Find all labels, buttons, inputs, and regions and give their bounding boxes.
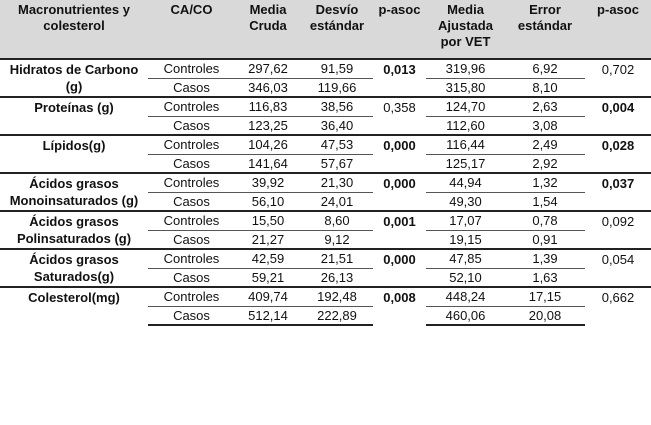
p-asoc-2-cell: 0,028: [585, 135, 651, 173]
error-cell: 1,39: [505, 249, 585, 268]
desvio-cell: 24,01: [301, 192, 373, 211]
group-label: Controles: [148, 287, 235, 306]
media-cruda-cell: 409,74: [235, 287, 301, 306]
desvio-cell: 36,40: [301, 116, 373, 135]
media-ajustada-cell: 125,17: [426, 154, 505, 173]
desvio-cell: 26,13: [301, 268, 373, 287]
error-cell: 1,63: [505, 268, 585, 287]
group-label: Controles: [148, 249, 235, 268]
media-cruda-cell: 123,25: [235, 116, 301, 135]
error-cell: 1,54: [505, 192, 585, 211]
media-ajustada-cell: 116,44: [426, 135, 505, 154]
media-cruda-cell: 104,26: [235, 135, 301, 154]
error-cell: 1,32: [505, 173, 585, 192]
error-cell: 2,49: [505, 135, 585, 154]
p-asoc-2-cell: 0,004: [585, 97, 651, 135]
table-row: [0, 211, 651, 230]
error-cell: 17,15: [505, 287, 585, 306]
media-ajustada-cell: 52,10: [426, 268, 505, 287]
group-label: Controles: [148, 97, 235, 116]
group-label: Casos: [148, 268, 235, 287]
table-row: [0, 249, 651, 268]
media-cruda-cell: 141,64: [235, 154, 301, 173]
desvio-cell: 38,56: [301, 97, 373, 116]
nutrient-name: Hidratos de Carbono (g): [0, 59, 148, 97]
error-cell: 20,08: [505, 306, 585, 325]
nutrient-name: Ácidos grasos Saturados(g): [0, 249, 148, 287]
group-label: Casos: [148, 230, 235, 249]
desvio-cell: 91,59: [301, 59, 373, 78]
header-nutrient: Macronutrientes y colesterol: [0, 0, 148, 59]
group-label: Controles: [148, 135, 235, 154]
p-asoc-2-cell: 0,054: [585, 249, 651, 287]
p-asoc-1-cell: 0,000: [373, 135, 426, 173]
header-media-cruda: Media Cruda: [235, 0, 301, 59]
group-label: Casos: [148, 192, 235, 211]
header-media-ajustada: Media Ajustada por VET: [426, 0, 505, 59]
media-ajustada-cell: 44,94: [426, 173, 505, 192]
media-ajustada-cell: 124,70: [426, 97, 505, 116]
table-row: [0, 287, 651, 306]
media-ajustada-cell: 47,85: [426, 249, 505, 268]
table-row: [0, 135, 651, 154]
media-ajustada-cell: 319,96: [426, 59, 505, 78]
error-cell: 8,10: [505, 78, 585, 97]
p-asoc-1-cell: 0,013: [373, 59, 426, 97]
group-label: Casos: [148, 306, 235, 325]
nutrient-name: Ácidos grasos Monoinsaturados (g): [0, 173, 148, 211]
error-cell: 3,08: [505, 116, 585, 135]
desvio-cell: 8,60: [301, 211, 373, 230]
media-ajustada-cell: 315,80: [426, 78, 505, 97]
group-label: Casos: [148, 154, 235, 173]
error-cell: 0,91: [505, 230, 585, 249]
media-ajustada-cell: 448,24: [426, 287, 505, 306]
header-ca-co: CA/CO: [148, 0, 235, 59]
media-cruda-cell: 346,03: [235, 78, 301, 97]
media-cruda-cell: 59,21: [235, 268, 301, 287]
media-cruda-cell: 21,27: [235, 230, 301, 249]
p-asoc-2-cell: 0,662: [585, 287, 651, 325]
table-row: [0, 173, 651, 192]
table-row: [0, 59, 651, 78]
desvio-cell: 57,67: [301, 154, 373, 173]
p-asoc-1-cell: 0,000: [373, 249, 426, 287]
error-cell: 6,92: [505, 59, 585, 78]
p-asoc-2-cell: 0,037: [585, 173, 651, 211]
media-cruda-cell: 56,10: [235, 192, 301, 211]
desvio-cell: 21,30: [301, 173, 373, 192]
nutrient-name: Ácidos grasos Polinsaturados (g): [0, 211, 148, 249]
media-cruda-cell: 297,62: [235, 59, 301, 78]
desvio-cell: 9,12: [301, 230, 373, 249]
group-label: Casos: [148, 78, 235, 97]
desvio-cell: 47,53: [301, 135, 373, 154]
group-label: Controles: [148, 173, 235, 192]
p-asoc-2-cell: 0,702: [585, 59, 651, 97]
table-row: [0, 97, 651, 116]
p-asoc-1-cell: 0,008: [373, 287, 426, 325]
header-desvio: Desvío estándar: [301, 0, 373, 59]
p-asoc-1-cell: 0,358: [373, 97, 426, 135]
media-ajustada-cell: 460,06: [426, 306, 505, 325]
nutrient-name: Proteínas (g): [0, 97, 148, 135]
nutrient-name: Lípidos(g): [0, 135, 148, 173]
media-cruda-cell: 116,83: [235, 97, 301, 116]
group-label: Controles: [148, 211, 235, 230]
media-cruda-cell: 512,14: [235, 306, 301, 325]
desvio-cell: 222,89: [301, 306, 373, 325]
group-label: Controles: [148, 59, 235, 78]
desvio-cell: 192,48: [301, 287, 373, 306]
media-cruda-cell: 42,59: [235, 249, 301, 268]
media-ajustada-cell: 112,60: [426, 116, 505, 135]
error-cell: 2,92: [505, 154, 585, 173]
header-row: [0, 0, 651, 59]
desvio-cell: 21,51: [301, 249, 373, 268]
table-body: [0, 59, 651, 325]
media-cruda-cell: 15,50: [235, 211, 301, 230]
p-asoc-1-cell: 0,000: [373, 173, 426, 211]
p-asoc-1-cell: 0,001: [373, 211, 426, 249]
header-error: Error estándar: [505, 0, 585, 59]
header-p-asoc-2: p-asoc: [585, 0, 651, 59]
media-cruda-cell: 39,92: [235, 173, 301, 192]
group-label: Casos: [148, 116, 235, 135]
p-asoc-2-cell: 0,092: [585, 211, 651, 249]
media-ajustada-cell: 17,07: [426, 211, 505, 230]
header-p-asoc-1: p-asoc: [373, 0, 426, 59]
desvio-cell: 119,66: [301, 78, 373, 97]
error-cell: 2,63: [505, 97, 585, 116]
error-cell: 0,78: [505, 211, 585, 230]
media-ajustada-cell: 19,15: [426, 230, 505, 249]
media-ajustada-cell: 49,30: [426, 192, 505, 211]
nutrient-name: Colesterol(mg): [0, 287, 148, 325]
